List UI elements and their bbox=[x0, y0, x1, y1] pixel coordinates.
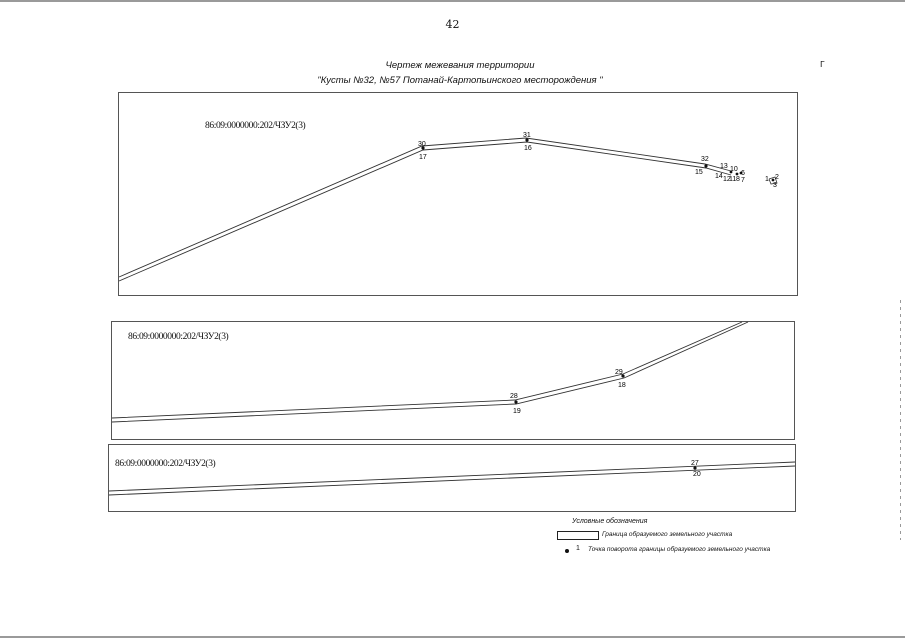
point-label-11: 11 bbox=[729, 176, 737, 183]
point-label-12: 12 bbox=[723, 176, 731, 183]
plot-1-vertex-32 bbox=[704, 164, 707, 167]
point-label-20: 20 bbox=[693, 471, 701, 478]
point-label-15: 15 bbox=[695, 169, 703, 176]
point-label-8: 8 bbox=[736, 176, 740, 183]
point-label-10: 10 bbox=[730, 166, 738, 173]
point-label-7: 7 bbox=[741, 177, 745, 184]
point-label-18: 18 bbox=[618, 382, 626, 389]
point-label-31: 31 bbox=[523, 132, 531, 139]
plot-1-label: 86:09:0000000:202/ЧЗУ2(3) bbox=[205, 121, 306, 131]
plot-2-vertex-28 bbox=[514, 400, 517, 403]
plot-2-boundary-upper bbox=[112, 322, 742, 418]
point-label-29: 29 bbox=[615, 369, 623, 376]
plot-2-label: 86:09:0000000:202/ЧЗУ2(3) bbox=[128, 332, 229, 342]
scan-top-edge bbox=[0, 0, 905, 2]
plot-3-drawing bbox=[109, 445, 795, 511]
legend-title: Условные обозначения bbox=[572, 518, 648, 525]
drawing-title: Чертеж межевания территории bbox=[385, 60, 535, 71]
legend-point-text: Точка поворота границы образуемого земельного участка bbox=[588, 546, 771, 553]
plot-1-drawing bbox=[119, 93, 797, 295]
plot-1-vertex-cluster-b bbox=[736, 173, 739, 176]
point-label-1: 1 bbox=[765, 176, 769, 183]
plot-2-boundary-lower bbox=[112, 322, 748, 422]
point-label-28: 28 bbox=[510, 393, 518, 400]
legend-boundary-swatch bbox=[557, 531, 599, 540]
point-label-14: 14 bbox=[715, 173, 723, 180]
legend-boundary-text: Граница образуемого земельного участка bbox=[602, 531, 733, 538]
point-label-16: 16 bbox=[524, 145, 532, 152]
point-label-2: 2 bbox=[775, 174, 779, 181]
point-label-30: 30 bbox=[418, 141, 426, 148]
plot-frame-2 bbox=[111, 321, 795, 440]
plot-1-boundary-lower bbox=[119, 142, 731, 281]
scan-bottom-edge bbox=[0, 636, 905, 638]
plot-3-label: 86:09:0000000:202/ЧЗУ2(3) bbox=[115, 459, 216, 469]
plot-2-drawing bbox=[112, 322, 794, 439]
point-label-3: 3 bbox=[773, 182, 777, 189]
page-number: 42 bbox=[445, 18, 460, 31]
plot-1-vertex-1 bbox=[772, 179, 775, 182]
scan-side-dash bbox=[900, 300, 901, 540]
plot-frame-1 bbox=[118, 92, 798, 296]
point-label-19: 19 bbox=[513, 408, 521, 415]
point-label-6: 6 bbox=[741, 170, 745, 177]
legend-point-number: 1 bbox=[576, 545, 580, 552]
corner-mark: Г bbox=[820, 60, 825, 69]
point-label-32: 32 bbox=[701, 156, 709, 163]
point-label-13: 13 bbox=[720, 163, 728, 170]
plot-frame-3 bbox=[108, 444, 796, 512]
point-label-17: 17 bbox=[419, 154, 427, 161]
point-label-27: 27 bbox=[691, 460, 699, 467]
legend-point-dot bbox=[565, 549, 569, 553]
drawing-subtitle: "Кусты №32, №57 Потанай-Картопьинского месторождения " bbox=[317, 75, 603, 86]
